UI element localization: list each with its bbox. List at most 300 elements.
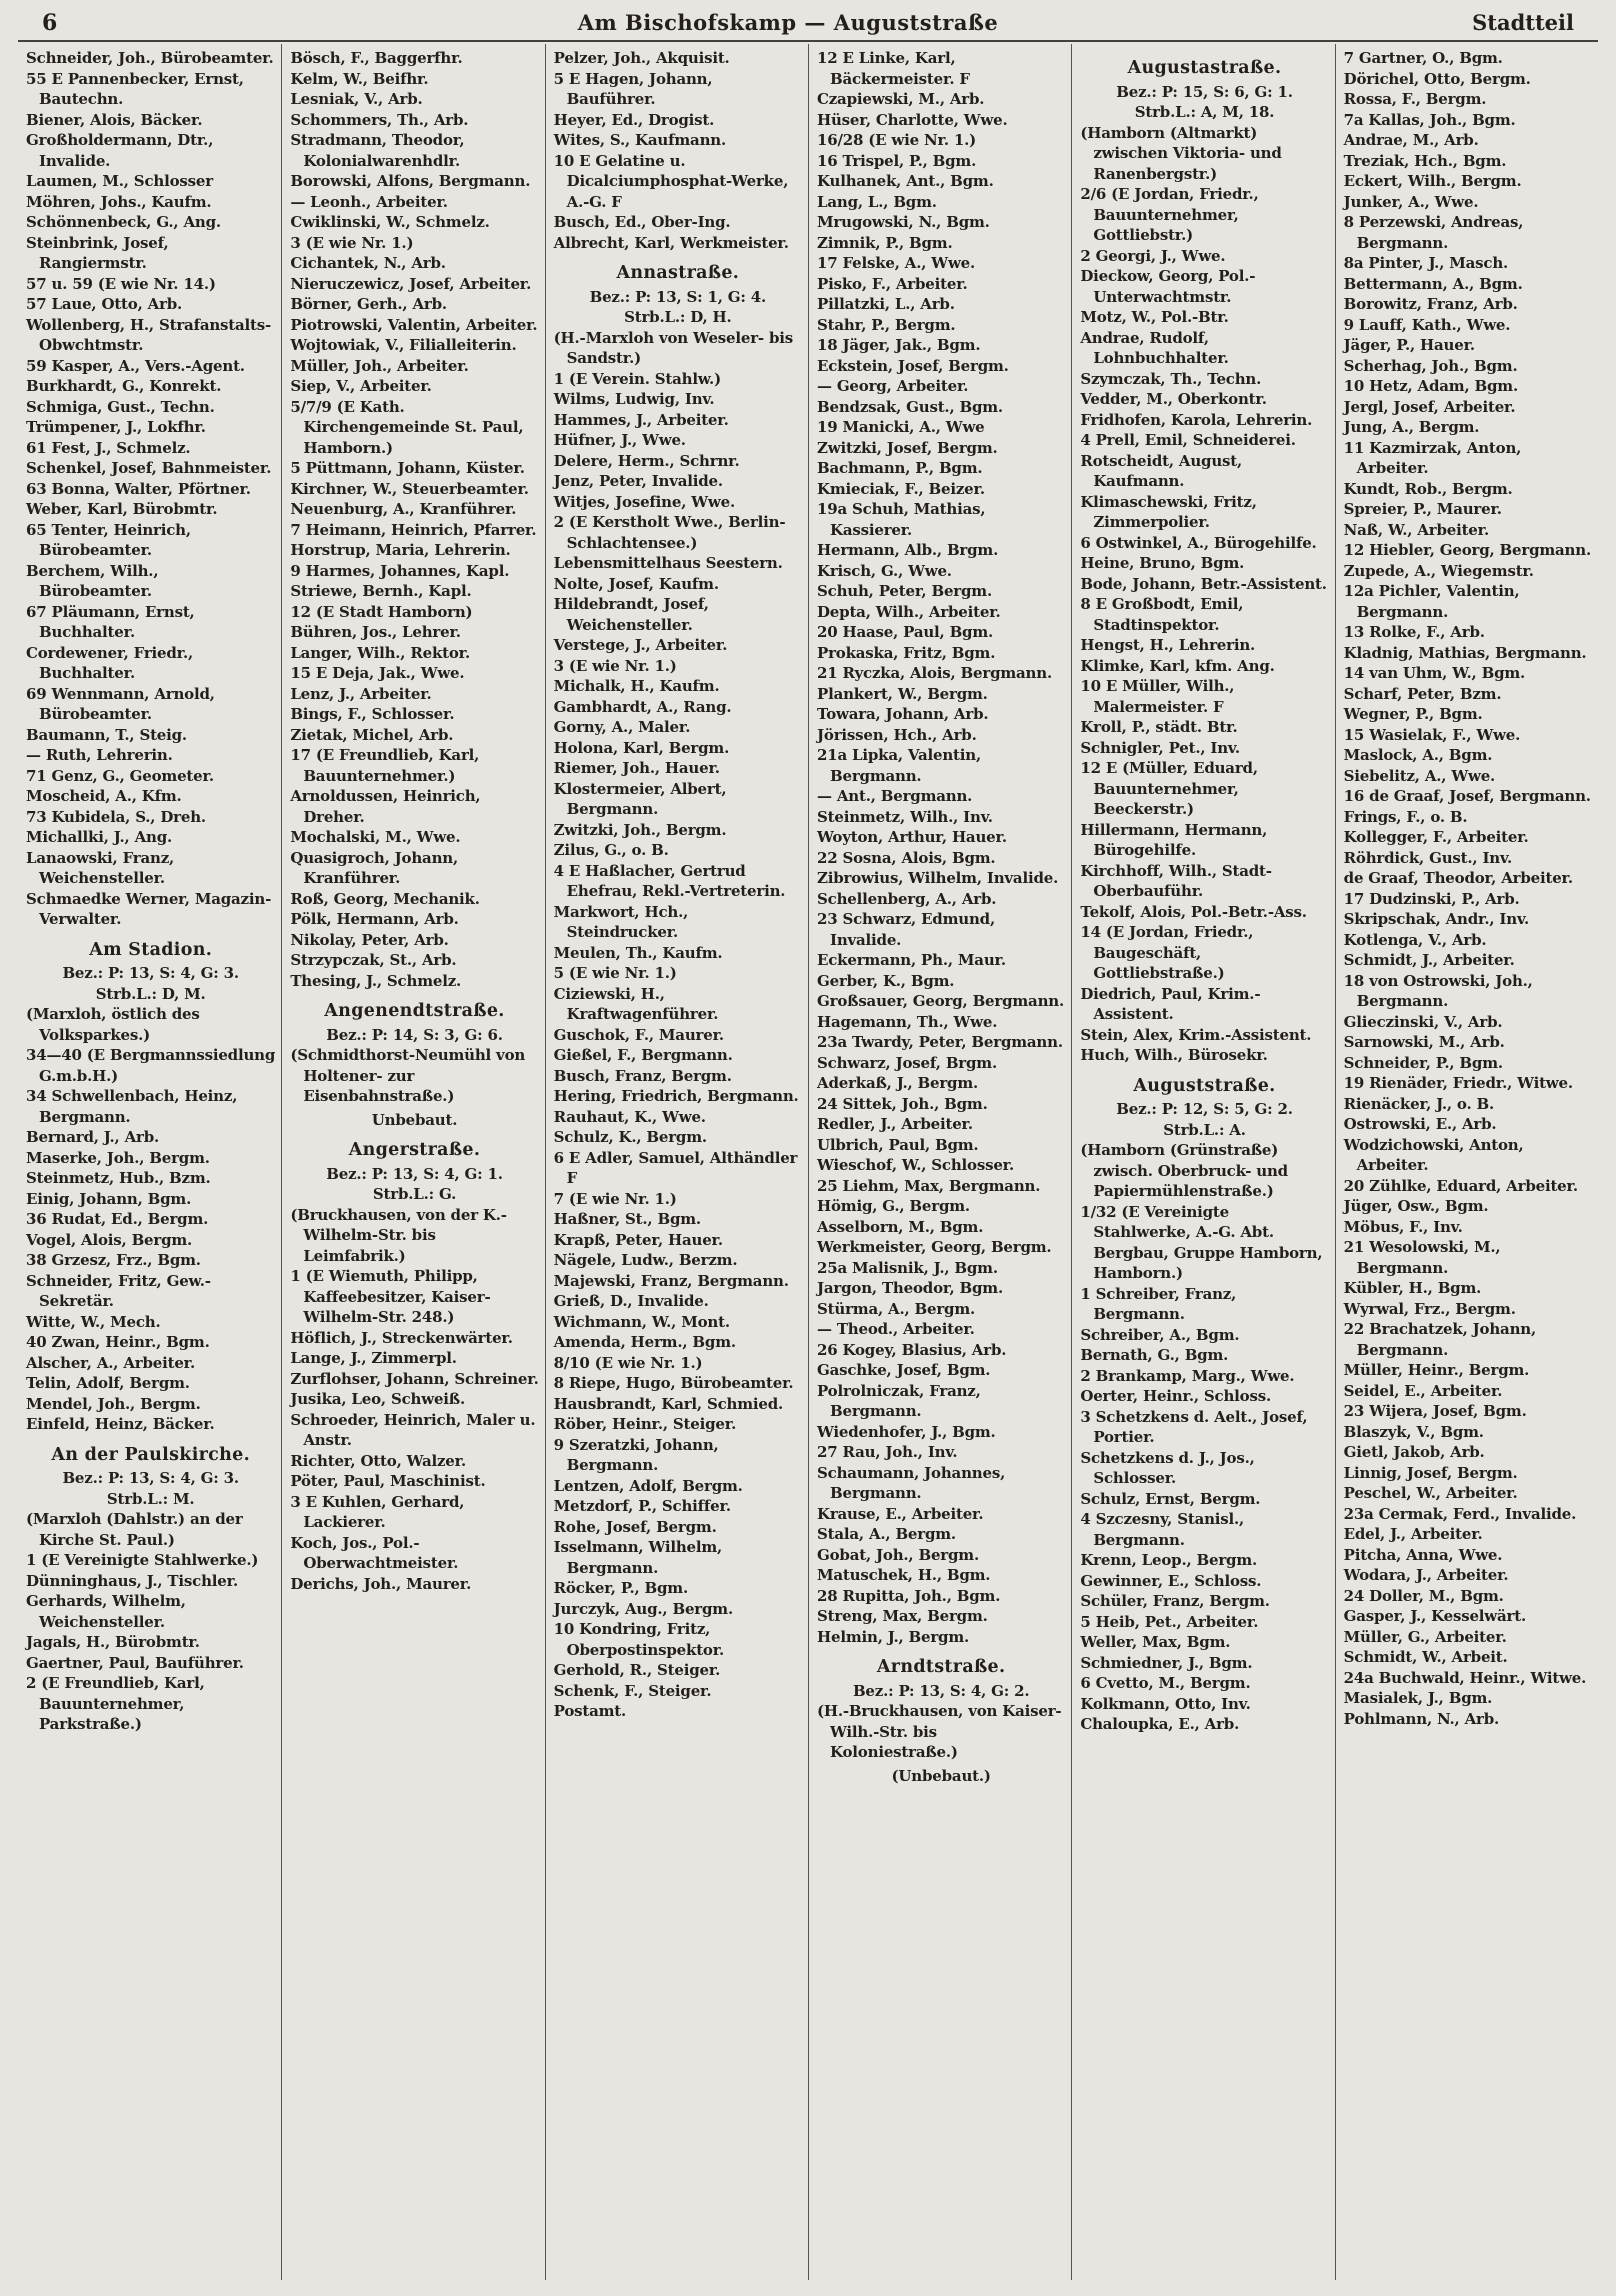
directory-entry: 23 Schwarz, Edmund, Invalide. — [817, 910, 995, 949]
directory-entry: Steinbrink, Josef, Rangiermstr. — [26, 233, 169, 272]
directory-entry: Piotrowski, Valentin, Arbeiter. — [290, 315, 538, 334]
directory-entry: Schüler, Franz, Bergm. — [1080, 1592, 1270, 1610]
column-2 — [281, 44, 544, 2280]
directory-entry: Hammes, J., Arbeiter. — [553, 410, 729, 429]
columns — [18, 44, 1598, 2280]
directory-entry: Bachmann, P., Bgm. — [817, 459, 983, 477]
directory-entry: Markwort, Hch., Steindrucker. — [553, 902, 689, 941]
directory-entry: Einfeld, Heinz, Bäcker. — [26, 1415, 215, 1433]
directory-entry: 7a Kallas, Joh., Bgm. — [1343, 110, 1516, 129]
directory-entry: Verstege, J., Arbeiter. — [553, 636, 728, 654]
directory-entry: — Ant., Bergmann. — [817, 787, 973, 805]
directory-entry: Wodara, J., Arbeiter. — [1343, 1566, 1509, 1584]
directory-entry: 3 (E wie Nr. 1.) — [553, 656, 677, 675]
directory-entry: Zwitzki, Joh., Bergm. — [553, 820, 727, 839]
directory-entry: Schreiber, A., Bgm. — [1080, 1325, 1240, 1344]
column-6 — [1335, 44, 1598, 2280]
directory-entry: 5 Püttmann, Johann, Küster. — [290, 459, 525, 477]
directory-entry: Cordewener, Friedr., Buchhalter. — [26, 643, 194, 682]
directory-entry: Rienäcker, J., o. B. — [1343, 1094, 1494, 1113]
directory-entry: 23 Wijera, Josef, Bgm. — [1343, 1402, 1527, 1420]
directory-entry: 5/7/9 (E Kath. Kirchengemeinde St. Paul, Hamborn.) — [290, 397, 524, 457]
directory-entry: 40 Zwan, Heinr., Bgm. — [26, 1333, 210, 1351]
directory-entry: 36 Rudat, Ed., Bergm. — [26, 1210, 209, 1228]
directory-entry: 6 Ostwinkel, A., Bürogehilfe. — [1080, 533, 1317, 552]
directory-entry: Matuschek, H., Bgm. — [817, 1566, 991, 1584]
directory-entry: Eckermann, Ph., Maur. — [817, 951, 1006, 969]
directory-entry: Börner, Gerh., Arb. — [290, 295, 447, 313]
directory-entry: Möhren, Johs., Kaufm. — [26, 192, 212, 211]
directory-entry: Rauhaut, K., Wwe. — [553, 1107, 706, 1126]
directory-entry: Schenkel, Josef, Bahnmeister. — [26, 459, 272, 477]
directory-entry: Gorny, A., Maler. — [553, 718, 691, 736]
directory-entry: Amenda, Herm., Bgm. — [553, 1333, 736, 1351]
directory-entry: Mochalski, M., Wwe. — [290, 828, 461, 846]
directory-entry: Prokaska, Fritz, Bgm. — [817, 643, 996, 662]
street-heading: An der Paulskirche. — [51, 1444, 250, 1465]
directory-entry: Krenn, Leop., Bergm. — [1080, 1551, 1258, 1569]
directory-entry: Gerhards, Wilhelm, Weichensteller. — [26, 1592, 186, 1631]
directory-entry: Scherhag, Joh., Bgm. — [1343, 356, 1518, 375]
directory-entry: Gambhardt, A., Rang. — [553, 697, 732, 716]
directory-entry: Rossa, F., Bergm. — [1343, 90, 1487, 108]
directory-entry: 11 Kazmirzak, Anton, Arbeiter. — [1343, 438, 1522, 477]
directory-entry: Isselmann, Wilhelm, Bergmann. — [553, 1538, 723, 1577]
directory-entry: Zupede, A., Wiegemstr. — [1343, 561, 1534, 580]
directory-entry: Andrae, M., Arb. — [1343, 131, 1479, 149]
directory-entry: Jergl, Josef, Arbeiter. — [1343, 397, 1516, 416]
directory-entry: Jung, A., Bergm. — [1343, 418, 1480, 436]
directory-entry: Streng, Max, Bergm. — [817, 1607, 988, 1625]
directory-entry: Wegner, P., Bgm. — [1343, 705, 1483, 723]
directory-entry: 12 (E Stadt Hamborn) — [290, 602, 473, 621]
directory-entry: Gerhold, R., Steiger. — [553, 1661, 721, 1679]
directory-entry: Ulbrich, Paul, Bgm. — [817, 1135, 979, 1154]
directory-entry: Hüser, Charlotte, Wwe. — [817, 110, 1008, 129]
note: (Unbebaut.) — [891, 1766, 991, 1785]
directory-entry: 16 Trispel, P., Bgm. — [817, 151, 977, 170]
directory-entry: Zibrowius, Wilhelm, Invalide. — [817, 869, 1059, 887]
directory-entry: Siep, V., Arbeiter. — [290, 377, 432, 395]
directory-entry: Schönnenbeck, G., Ang. — [26, 213, 221, 231]
directory-entry: Blaszyk, V., Bgm. — [1343, 1422, 1484, 1441]
directory-entry: 13 Rolke, F., Arb. — [1343, 623, 1485, 641]
directory-entry: Czapiewski, M., Arb. — [817, 90, 985, 108]
directory-entry: 24 Sittek, Joh., Bgm. — [817, 1094, 988, 1113]
directory-entry: 1 (E Wiemuth, Philipp, Kaffeebesitzer, Kaiser-Wilhelm-Str. 248.) — [290, 1267, 491, 1326]
directory-entry: (Schmidthorst-Neumühl von Holtener- zur Eisenbahnstraße.) — [290, 1046, 526, 1105]
directory-entry: Schwarz, Josef, Brgm. — [817, 1053, 997, 1072]
directory-entry: Dünninghaus, J., Tischler. — [26, 1571, 238, 1590]
district-info: Bez.: P: 13, S: 4, G: 1. — [326, 1164, 503, 1183]
directory-entry: Polrolniczak, Franz, Bergmann. — [817, 1381, 981, 1420]
directory-entry: 2 (E Freundlieb, Karl, Bauunternehmer, Parkstraße.) — [26, 1674, 205, 1733]
directory-entry: Stein, Alex, Krim.-Assistent. — [1080, 1025, 1312, 1044]
directory-entry: 38 Grzesz, Frz., Bgm. — [26, 1251, 201, 1269]
directory-entry: Dörichel, Otto, Bergm. — [1343, 69, 1531, 88]
directory-entry: Kroll, P., städt. Btr. — [1080, 718, 1238, 736]
directory-entry: Kelm, W., Beifhr. — [290, 69, 429, 88]
directory-entry: 65 Tenter, Heinrich, Bürobeamter. — [26, 520, 191, 559]
directory-entry: 7 Heimann, Heinrich, Pfarrer. — [290, 520, 537, 539]
directory-entry: Schmiga, Gust., Techn. — [26, 397, 215, 416]
directory-entry: Wites, S., Kaufmann. — [553, 131, 727, 149]
directory-entry: 4 E Haßlacher, Gertrud Ehefrau, Rekl.-Vertreterin. — [553, 861, 786, 900]
directory-entry: 57 Laue, Otto, Arb. — [26, 295, 183, 313]
district-info: Strb.L.: M. — [106, 1489, 195, 1508]
directory-entry: Jäger, P., Hauer. — [1343, 336, 1475, 354]
directory-entry: Huch, Wilh., Bürosekr. — [1080, 1046, 1268, 1064]
directory-entry: Rotscheidt, August, Kaufmann. — [1080, 451, 1243, 490]
directory-entry: Meulen, Th., Kaufm. — [553, 943, 723, 962]
directory-entry: 1/32 (E Vereinigte Stahlwerke, A.-G. Abt. Bergbau, Gruppe Hamborn, Hamborn.) — [1080, 1202, 1323, 1282]
directory-entry: — Ruth, Lehrerin. — [26, 746, 173, 764]
directory-entry: Zietak, Michel, Arb. — [290, 725, 454, 744]
directory-entry: 26 Kogey, Blasius, Arb. — [817, 1340, 1007, 1359]
directory-entry: Vedder, M., Oberkontr. — [1080, 390, 1267, 408]
directory-entry: Postamt. — [553, 1702, 627, 1720]
directory-entry: 10 Hetz, Adam, Bgm. — [1343, 377, 1518, 395]
directory-entry: Schommers, Th., Arb. — [290, 110, 469, 129]
directory-entry: Röcker, P., Bgm. — [553, 1579, 688, 1597]
directory-entry: Skripschak, Andr., Inv. — [1343, 910, 1529, 928]
directory-entry: 34 Schwellenbach, Heinz, Bergmann. — [26, 1087, 238, 1126]
directory-entry: Zimnik, P., Bgm. — [817, 233, 953, 252]
directory-entry: 69 Wennmann, Arnold, Bürobeamter. — [26, 684, 215, 723]
column-1 — [18, 44, 281, 2280]
directory-entry: 28 Rupitta, Joh., Bgm. — [817, 1586, 1001, 1605]
directory-entry: 6 Cvetto, M., Bergm. — [1080, 1674, 1251, 1692]
directory-entry: Berchem, Wilh., Bürobeamter. — [26, 561, 159, 600]
directory-entry: Weller, Max, Bgm. — [1080, 1633, 1231, 1651]
directory-entry: Borowski, Alfons, Bergmann. — [290, 172, 531, 190]
directory-entry: Riemer, Joh., Hauer. — [553, 759, 720, 777]
directory-entry: Wojtowiak, V., Filialleiterin. — [290, 336, 517, 354]
directory-entry: Wodzichowski, Anton, Arbeiter. — [1343, 1135, 1524, 1174]
directory-entry: Schmidt, W., Arbeit. — [1343, 1648, 1508, 1666]
directory-entry: Pölk, Hermann, Arb. — [290, 910, 459, 928]
directory-entry: Nägele, Ludw., Berzm. — [553, 1251, 738, 1269]
street-heading: Auguststraße. — [1133, 1075, 1276, 1096]
district-info: Strb.L.: A. — [1163, 1120, 1246, 1139]
directory-entry: Michalk, H., Kaufm. — [553, 677, 720, 695]
directory-entry: Hillermann, Hermann, Bürogehilfe. — [1080, 820, 1268, 859]
district-info: Bez.: P: 13, S: 1, G: 4. — [589, 287, 767, 306]
directory-entry: Heyer, Ed., Drogist. — [553, 110, 715, 129]
directory-entry: Lentzen, Adolf, Bergm. — [553, 1476, 743, 1495]
directory-entry: 63 Bonna, Walter, Pförtner. — [26, 479, 251, 498]
directory-entry: 12 E (Müller, Eduard, Bauunternehmer, Beeckerstr.) — [1080, 759, 1258, 818]
directory-entry: 14 (E Jordan, Friedr., Baugeschäft, Gottliebstraße.) — [1080, 923, 1254, 982]
directory-entry: Masialek, J., Bgm. — [1343, 1689, 1493, 1707]
directory-entry: Jörissen, Hch., Arb. — [817, 725, 977, 744]
directory-entry: Chaloupka, E., Arb. — [1080, 1715, 1240, 1733]
directory-entry: 15 E Deja, Jak., Wwe. — [290, 664, 465, 682]
directory-entry: (H.-Bruckhausen, von Kaiser-Wilh.-Str. bis Koloniestraße.) — [817, 1702, 1062, 1761]
directory-entry: Weber, Karl, Bürobmtr. — [26, 500, 218, 518]
district-info: Bez.: P: 15, S: 6, G: 1. — [1116, 82, 1293, 101]
directory-entry: 21 Ryczka, Alois, Bergmann. — [817, 664, 1052, 682]
directory-entry: Stürma, A., Bergm. — [817, 1299, 976, 1318]
street-heading: Am Stadion. — [89, 939, 213, 960]
directory-entry: 5 Heib, Pet., Arbeiter. — [1080, 1612, 1259, 1631]
directory-entry: 20 Haase, Paul, Bgm. — [817, 623, 994, 641]
directory-entry: Redler, J., Arbeiter. — [817, 1115, 973, 1133]
directory-entry: Jenz, Peter, Invalide. — [553, 472, 723, 490]
directory-entry: Höflich, J., Streckenwärter. — [290, 1328, 513, 1347]
directory-entry: 4 Prell, Emil, Schneiderei. — [1080, 431, 1296, 449]
directory-entry: Zwitzki, Josef, Bergm. — [817, 438, 998, 457]
directory-entry: Lange, J., Zimmerpl. — [290, 1349, 457, 1367]
directory-entry: 73 Kubidela, S., Dreh. — [26, 807, 206, 826]
directory-entry: 18 von Ostrowski, Joh., Bergmann. — [1343, 971, 1533, 1010]
directory-entry: 12a Pichler, Valentin, Bergmann. — [1343, 582, 1520, 621]
directory-entry: Klimke, Karl, kfm. Ang. — [1080, 656, 1275, 675]
directory-entry: Cwiklinski, W., Schmelz. — [290, 213, 490, 231]
directory-entry: Gobat, Joh., Bergm. — [817, 1545, 979, 1564]
directory-entry: Müller, Heinr., Bergm. — [1343, 1361, 1530, 1379]
directory-entry: 4 Szczesny, Stanisl., Bergmann. — [1080, 1510, 1245, 1549]
directory-entry: Fridhofen, Karola, Lehrerin. — [1080, 410, 1313, 429]
column-5 — [1071, 44, 1334, 2280]
directory-entry: Sarnowski, M., Arb. — [1343, 1033, 1505, 1051]
street-heading: Annastraße. — [616, 263, 740, 283]
directory-entry: Jüger, Osw., Bgm. — [1343, 1197, 1489, 1215]
note: Unbebaut. — [371, 1110, 458, 1129]
directory-entry: Wiedenhofer, J., Bgm. — [817, 1422, 996, 1441]
street-heading: Angenendtstraße. — [324, 1001, 505, 1021]
directory-entry: Bernard, J., Arb. — [26, 1128, 160, 1146]
directory-entry: 10 E Gelatine u. Dicalciumphosphat-Werke, A.-G. F — [553, 151, 789, 211]
directory-entry: Hausbrandt, Karl, Schmied. — [553, 1394, 784, 1413]
directory-entry: Krause, E., Arbeiter. — [817, 1504, 984, 1523]
directory-entry: Wieschof, W., Schlosser. — [817, 1156, 1015, 1174]
directory-entry: Klimaschewski, Fritz, Zimmerpolier. — [1080, 492, 1257, 531]
directory-entry: Möbus, F., Inv. — [1343, 1217, 1463, 1236]
directory-entry: Jargon, Theodor, Bgm. — [817, 1279, 1003, 1297]
directory-entry: Koch, Jos., Pol.-Oberwachtmeister. — [290, 1533, 459, 1572]
directory-entry: de Graaf, Theodor, Arbeiter. — [1343, 869, 1573, 887]
directory-entry: Schaumann, Johannes, Bergmann. — [817, 1463, 1006, 1502]
directory-entry: Klostermeier, Albert, Bergmann. — [553, 779, 727, 818]
directory-entry: 17 (E Freundlieb, Karl, Bauunternehmer.) — [290, 746, 480, 785]
directory-entry: Vogel, Alois, Bergm. — [26, 1230, 193, 1249]
directory-entry: 61 Fest, J., Schmelz. — [26, 438, 191, 457]
directory-entry: Zurflohser, Johann, Schreiner. — [290, 1369, 539, 1388]
directory-entry: Moscheid, A., Kfm. — [26, 787, 182, 805]
directory-entry: Gießel, F., Bergmann. — [553, 1046, 733, 1064]
header-street-range: Am Bischofskamp — Auguststraße — [577, 10, 999, 35]
directory-entry: Bendzsak, Gust., Bgm. — [817, 397, 1003, 416]
directory-entry: Naß, W., Arbeiter. — [1343, 520, 1489, 539]
directory-entry: Müller, Joh., Arbeiter. — [290, 356, 469, 375]
directory-entry: Seidel, E., Arbeiter. — [1343, 1381, 1503, 1400]
directory-entry: 71 Genz, G., Geometer. — [26, 766, 214, 785]
directory-entry: (Marxloh (Dahlstr.) an der Kirche St. Paul.) — [26, 1510, 243, 1549]
directory-entry: Siebelitz, A., Wwe. — [1343, 766, 1496, 785]
district-info: Bez.: P: 14, S: 3, G: 6. — [326, 1025, 503, 1044]
directory-entry: 14 van Uhm, W., Bgm. — [1343, 664, 1526, 682]
directory-entry: Maslock, A., Bgm. — [1343, 746, 1493, 764]
directory-entry: 1 Schreiber, Franz, Bergmann. — [1080, 1284, 1237, 1323]
directory-entry: Schnigler, Pet., Inv. — [1080, 738, 1240, 757]
directory-entry: Pisko, F., Arbeiter. — [817, 274, 968, 293]
directory-entry: Schuh, Peter, Bergm. — [817, 582, 992, 600]
directory-entry: 24a Buchwald, Heinr., Witwe. — [1343, 1668, 1587, 1687]
directory-entry: Thesing, J., Schmelz. — [290, 971, 462, 990]
directory-entry: Krapß, Peter, Hauer. — [553, 1230, 723, 1249]
directory-entry: Hömig, G., Bergm. — [817, 1197, 970, 1215]
directory-entry: 19 Rienäder, Friedr., Witwe. — [1343, 1074, 1573, 1092]
directory-entry: Steinmetz, Hub., Bzm. — [26, 1169, 211, 1187]
directory-entry: 9 Szeratzki, Johann, Bergmann. — [553, 1435, 719, 1474]
directory-entry: Kulhanek, Ant., Bgm. — [817, 172, 994, 190]
directory-entry: Towara, Johann, Arb. — [817, 705, 989, 723]
directory-entry: 6 E Adler, Samuel, Althändler F — [553, 1148, 798, 1187]
directory-entry: (Hamborn (Grünstraße) zwisch. Oberbruck- und Papiermühlenstraße.) — [1080, 1141, 1288, 1200]
directory-entry: — Leonh., Arbeiter. — [290, 192, 448, 211]
directory-entry: Dieckow, Georg, Pol.-Unterwachtmstr. — [1080, 267, 1256, 306]
directory-entry: Horstrup, Maria, Lehrerin. — [290, 541, 511, 559]
directory-entry: Bernath, G., Bgm. — [1080, 1346, 1229, 1364]
directory-entry: Maserke, Joh., Bergm. — [26, 1148, 210, 1167]
directory-entry: Hermann, Alb., Brgm. — [817, 541, 999, 559]
directory-entry: Kirchhoff, Wilh., Stadt-Oberbauführ. — [1080, 861, 1272, 900]
directory-entry: Hering, Friedrich, Bergmann. — [553, 1087, 799, 1105]
directory-entry: Ostrowski, E., Arb. — [1343, 1115, 1497, 1133]
directory-entry: Edel, J., Arbeiter. — [1343, 1525, 1483, 1543]
directory-entry: 15 Wasielak, F., Wwe. — [1343, 725, 1521, 744]
directory-entry: (Hamborn (Altmarkt) zwischen Viktoria- und Ranenbergstr.) — [1080, 123, 1282, 183]
directory-entry: Neuenburg, A., Kranführer. — [290, 500, 517, 518]
directory-entry: Bettermann, A., Bgm. — [1343, 274, 1523, 293]
directory-entry: (Bruckhausen, von der K.-Wilhelm-Str. bis Leimfabrik.) — [290, 1205, 507, 1265]
directory-entry: Scharf, Peter, Bzm. — [1343, 684, 1502, 703]
directory-entry: Kolkmann, Otto, Inv. — [1080, 1694, 1251, 1713]
directory-entry: Laumen, M., Schlosser — [26, 172, 213, 190]
directory-entry: 16/28 (E wie Nr. 1.) — [817, 131, 977, 149]
directory-entry: Lenz, J., Arbeiter. — [290, 684, 432, 703]
directory-entry: Kollegger, F., Arbeiter. — [1343, 828, 1529, 846]
directory-entry: Einig, Johann, Bgm. — [26, 1189, 192, 1208]
directory-entry: Jusika, Leo, Schweiß. — [290, 1390, 466, 1408]
directory-entry: Lanaowski, Franz, Weichensteller. — [26, 848, 175, 887]
directory-entry: Andrae, Rudolf, Lohnbuchhalter. — [1080, 328, 1229, 367]
directory-entry: Steinmetz, Wilh., Inv. — [817, 807, 993, 826]
directory-entry: Telin, Adolf, Bergm. — [26, 1374, 190, 1392]
directory-entry: 5 (E wie Nr. 1.) — [553, 964, 677, 982]
directory-entry: 17 Dudzinski, P., Arb. — [1343, 889, 1520, 908]
directory-entry: Roß, Georg, Mechanik. — [290, 889, 480, 908]
directory-entry: (Marxloh, östlich des Volksparkes.) — [26, 1005, 200, 1044]
directory-entry: Lebensmittelhaus Seestern. — [553, 554, 783, 572]
directory-entry: Kirchner, W., Steuerbeamter. — [290, 479, 529, 498]
directory-entry: 3 (E wie Nr. 1.) — [290, 233, 414, 252]
directory-entry: Baumann, T., Steig. — [26, 725, 187, 744]
district-info: Bez.: P: 12, S: 5, G: 2. — [1116, 1100, 1293, 1118]
directory-entry: Schetzkens d. J., Jos., Schlosser. — [1080, 1448, 1255, 1487]
directory-entry: Ciziewski, H., Kraftwagenführer. — [553, 984, 719, 1023]
directory-entry: Pöter, Paul, Maschinist. — [290, 1472, 486, 1490]
directory-entry: Kmieciak, F., Beizer. — [817, 479, 985, 498]
directory-entry: 21 Wesolowski, M., Bergmann. — [1343, 1238, 1501, 1277]
header-section-label: Stadtteil — [1472, 10, 1574, 35]
directory-entry: Gaertner, Paul, Bauführer. — [26, 1653, 244, 1672]
directory-entry: Quasigroch, Johann, Kranführer. — [290, 848, 459, 887]
directory-entry: Bings, F., Schlosser. — [290, 705, 455, 723]
directory-entry: Linnig, Josef, Bergm. — [1343, 1463, 1518, 1482]
district-info: Strb.L.: D, M. — [95, 984, 206, 1003]
directory-entry: Spreier, P., Maurer. — [1343, 500, 1502, 518]
directory-entry: Stradmann, Theodor, Kolonialwarenhdlr. — [290, 131, 465, 170]
directory-entry: Bode, Johann, Betr.-Assistent. — [1080, 574, 1327, 593]
directory-entry: 25 Liehm, Max, Bergmann. — [817, 1176, 1041, 1195]
directory-entry: — Georg, Arbeiter. — [817, 377, 969, 395]
directory-entry: Nolte, Josef, Kaufm. — [553, 574, 719, 593]
directory-entry: — Theod., Arbeiter. — [817, 1320, 975, 1338]
directory-entry: Werkmeister, Georg, Bergm. — [817, 1238, 1052, 1256]
directory-entry: Schulz, Ernst, Bergm. — [1080, 1489, 1261, 1508]
directory-entry: Grieß, D., Invalide. — [553, 1292, 709, 1310]
directory-entry: Heine, Bruno, Bgm. — [1080, 554, 1245, 572]
directory-entry: Kübler, H., Bgm. — [1343, 1279, 1482, 1297]
directory-entry: Kundt, Rob., Bergm. — [1343, 479, 1513, 498]
directory-entry: 23a Twardy, Peter, Bergmann. — [817, 1033, 1063, 1051]
street-heading: Angerstraße. — [348, 1140, 481, 1160]
directory-entry: Woyton, Arthur, Hauer. — [817, 828, 1007, 846]
directory-entry: Alscher, A., Arbeiter. — [26, 1353, 196, 1372]
directory-entry: 2 Brankamp, Marg., Wwe. — [1080, 1366, 1295, 1385]
directory-entry: 8a Pinter, J., Masch. — [1343, 254, 1509, 272]
directory-entry: 19 Manicki, A., Wwe — [817, 418, 985, 436]
directory-entry: Busch, Franz, Bergm. — [553, 1066, 732, 1085]
directory-entry: Gaschke, Josef, Bgm. — [817, 1361, 991, 1379]
directory-entry: 19a Schuh, Mathias, Kassierer. — [817, 500, 986, 539]
directory-entry: Metzdorf, P., Schiffer. — [553, 1497, 731, 1515]
directory-entry: 8 Riepe, Hugo, Bürobeamter. — [553, 1374, 794, 1392]
directory-entry: Oerter, Heinr., Schloss. — [1080, 1387, 1271, 1405]
directory-entry: 18 Jäger, Jak., Bgm. — [817, 336, 981, 354]
directory-entry: Stahr, P., Bergm. — [817, 315, 956, 334]
directory-entry: 7 (E wie Nr. 1.) — [553, 1189, 677, 1208]
directory-entry: Pelzer, Joh., Akquisit. — [553, 49, 730, 67]
directory-entry: Schellenberg, A., Arb. — [817, 889, 997, 908]
directory-entry: 17 Felske, A., Wwe. — [817, 254, 976, 272]
directory-entry: Richter, Otto, Walzer. — [290, 1451, 467, 1470]
street-heading: Arndtstraße. — [876, 1657, 1006, 1677]
directory-entry: 16 de Graaf, Josef, Bergmann. — [1343, 787, 1591, 805]
directory-entry: 7 Gartner, O., Bgm. — [1343, 49, 1503, 67]
directory-entry: 3 E Kuhlen, Gerhard, Lackierer. — [290, 1492, 465, 1531]
directory-entry: 24 Doller, M., Bgm. — [1343, 1586, 1504, 1605]
directory-entry: 57 u. 59 (E wie Nr. 14.) — [26, 274, 216, 293]
directory-entry: Asselborn, M., Bgm. — [817, 1217, 984, 1236]
directory-entry: Schmidt, J., Arbeiter. — [1343, 951, 1515, 969]
directory-entry: 59 Kasper, A., Vers.-Agent. — [26, 356, 245, 375]
directory-entry: 23a Cermak, Ferd., Invalide. — [1343, 1504, 1577, 1523]
directory-entry: Bühren, Jos., Lehrer. — [290, 623, 461, 641]
directory-entry: Diedrich, Paul, Krim.-Assistent. — [1080, 984, 1261, 1023]
directory-entry: Motz, W., Pol.-Btr. — [1080, 308, 1229, 326]
directory-entry: Schneider, Fritz, Gew.-Sekretär. — [26, 1271, 211, 1310]
directory-entry: 9 Lauff, Kath., Wwe. — [1343, 315, 1511, 334]
directory-entry: 1 (E Vereinigte Stahlwerke.) — [26, 1551, 259, 1569]
district-info: Bez.: P: 13, S: 4, G: 3. — [62, 964, 239, 982]
directory-entry: 12 Hiebler, Georg, Bergmann. — [1343, 541, 1591, 559]
directory-entry: Pitcha, Anna, Wwe. — [1343, 1545, 1503, 1564]
directory-entry: Delere, Herm., Schrnr. — [553, 451, 740, 470]
district-info: Strb.L.: A, M, 18. — [1134, 103, 1275, 121]
